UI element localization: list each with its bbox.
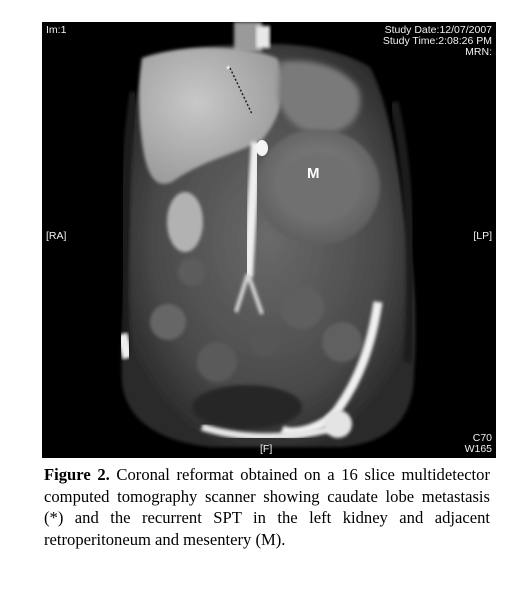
figure-caption-text: Coronal reformat obtained on a 16 slice multidetector computed tomography scanner showing caudate lobe metastasis (*) and the recurrent SPT in the left kidney and adjacent retroperitoneum and mesentery (M). <box>44 465 490 549</box>
window-level-block <box>465 433 492 455</box>
study-time-label: Study Time:2:08:26 PM <box>382 35 492 47</box>
study-info-block <box>383 25 492 58</box>
window-center-label: C70 <box>472 432 492 444</box>
orientation-left-label: [RA] <box>46 230 67 242</box>
figure-caption-label: Figure 2. <box>44 465 110 484</box>
orientation-bottom-label: [F] <box>260 443 273 455</box>
mass-annotation: M <box>307 165 320 182</box>
study-date-label: Study Date:12/07/2007 <box>384 24 492 36</box>
ct-scan-image <box>42 22 496 458</box>
mrn-label: MRN: <box>465 46 492 58</box>
ct-figure <box>42 22 496 458</box>
asterisk-annotation: * <box>226 64 231 76</box>
figure-caption <box>44 464 490 550</box>
window-width-label: W165 <box>464 443 492 455</box>
image-number-label: Im:1 <box>46 24 67 36</box>
orientation-right-label: [LP] <box>473 230 492 242</box>
